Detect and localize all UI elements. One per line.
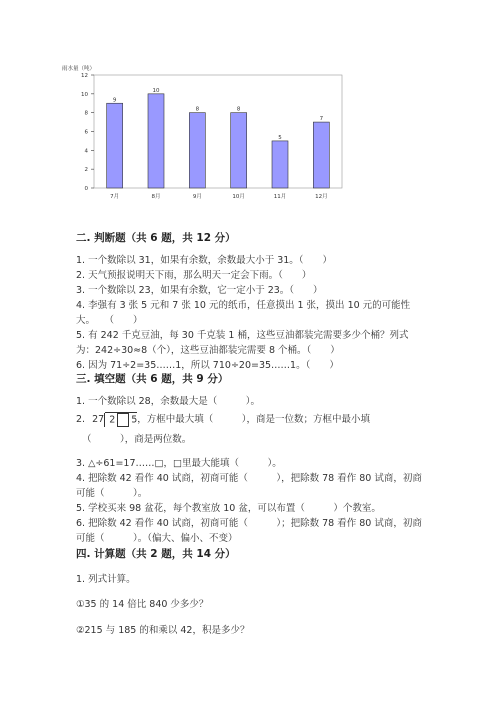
y-tick-label: 2 xyxy=(84,167,88,174)
y-tick-label: 0 xyxy=(84,186,88,192)
q2-digit: 2 xyxy=(109,414,116,425)
section-title-fill-blank: 三. 填空题（共 6 题，共 9 分） xyxy=(76,373,229,385)
x-tick-label: 12月 xyxy=(315,194,328,200)
bar-data-label: 5 xyxy=(278,134,282,141)
y-tick-label: 12 xyxy=(81,73,88,79)
judge-item: 4. 李强有 3 张 5 元和 7 张 10 元的纸币，任意摸出 1 张，摸出 10 元的可能性 xyxy=(76,300,411,311)
x-tick-label: 9月 xyxy=(192,194,202,200)
q2-tail: 5 xyxy=(131,414,138,425)
fill-item: 6. 把除数 42 看作 40 试商，初商可能（ ）；把除数 78 看作 80 试商，初商 xyxy=(76,518,422,529)
long-division-sign xyxy=(104,413,137,427)
bar xyxy=(272,141,288,188)
judge-item: 3. 一个数除以 23，如果有余数，它一定小于 23。（ ） xyxy=(76,285,323,296)
judge-item: 大。 （ ） xyxy=(76,315,143,326)
chart-frame xyxy=(94,75,342,188)
bar-data-label: 9 xyxy=(112,97,117,104)
x-tick-label: 8月 xyxy=(151,194,161,200)
bar xyxy=(107,103,123,188)
x-tick-label: 10月 xyxy=(232,194,245,200)
bar xyxy=(189,113,205,188)
judge-item: 为：242÷30≈8（个），这些豆油都装完需要 8 个桶。（ ） xyxy=(76,345,340,356)
bar xyxy=(148,94,164,188)
bar-data-label: 8 xyxy=(236,106,241,113)
calc-item-1: ①35 的 14 倍比 840 少多少？ xyxy=(76,599,209,610)
fill-item: 可能（ ）。（偏大、偏小、不变） xyxy=(76,533,238,544)
q2-text: ，方框中最大填（ ），商是一位数；方框中最小填 xyxy=(137,414,371,425)
section-title-calculation: 四. 计算题（共 2 题，共 14 分） xyxy=(76,548,236,560)
judge-item: 1. 一个数除以 31，如果有余数，余数最大小于 31。（ ） xyxy=(76,255,333,266)
q2-prefix: 2. xyxy=(76,414,86,425)
fill-question-1: 1. 一个数除以 28，余数最大是（ ）。 xyxy=(76,396,260,407)
rainfall-bar-chart xyxy=(60,62,350,211)
y-tick-label: 6 xyxy=(84,129,88,136)
bar-data-label: 10 xyxy=(152,87,160,94)
judge-item: 5. 有 242 千克豆油，每 30 千克装 1 桶，这些豆油都装完需要多少个桶？列式 xyxy=(76,330,409,341)
calc-item-2: ②215 与 185 的和乘以 42，积是多少？ xyxy=(76,625,250,636)
fill-question-2 xyxy=(76,411,370,427)
y-tick-label: 8 xyxy=(84,110,88,117)
x-tick-label: 11月 xyxy=(273,194,287,200)
q2-divisor: 27 xyxy=(92,414,105,425)
fill-item: 4. 把除数 42 看作 40 试商，初商可能（ ），把除数 78 看作 80 试商，初商 xyxy=(76,473,422,484)
blank-box xyxy=(117,413,129,427)
chart-ylabel: 雨水量（吨） xyxy=(62,66,96,72)
fill-item: 5. 学校买来 98 盆花，每个教室放 10 盆，可以布置（ ）个教室。 xyxy=(76,503,381,514)
judge-item: 6. 因为 71÷2=35……1，所以 710÷20=35……1。（ ） xyxy=(76,360,339,371)
section-title-judgement: 二. 判断题（共 6 题，共 12 分） xyxy=(76,232,236,244)
calc-subtitle: 1. 列式计算。 xyxy=(76,574,136,585)
bar-data-label: 8 xyxy=(195,106,200,113)
fill-item: 3. △÷61=17……□，□里最大能填（ ）。 xyxy=(76,458,282,469)
y-tick-label: 4 xyxy=(84,148,88,155)
judge-item: 2. 天气预报说明天下雨，那么明天一定会下雨。（ ） xyxy=(76,270,312,281)
bar-data-label: 7 xyxy=(319,116,324,123)
fill-question-2-line2: （ ），商是两位数。 xyxy=(82,434,192,445)
fill-item: 可能（ ）。 xyxy=(76,488,148,499)
chart-svg xyxy=(60,62,350,207)
bar xyxy=(313,122,329,188)
y-tick-label: 10 xyxy=(81,91,88,98)
bar xyxy=(231,113,247,188)
x-tick-label: 7月 xyxy=(110,194,120,200)
